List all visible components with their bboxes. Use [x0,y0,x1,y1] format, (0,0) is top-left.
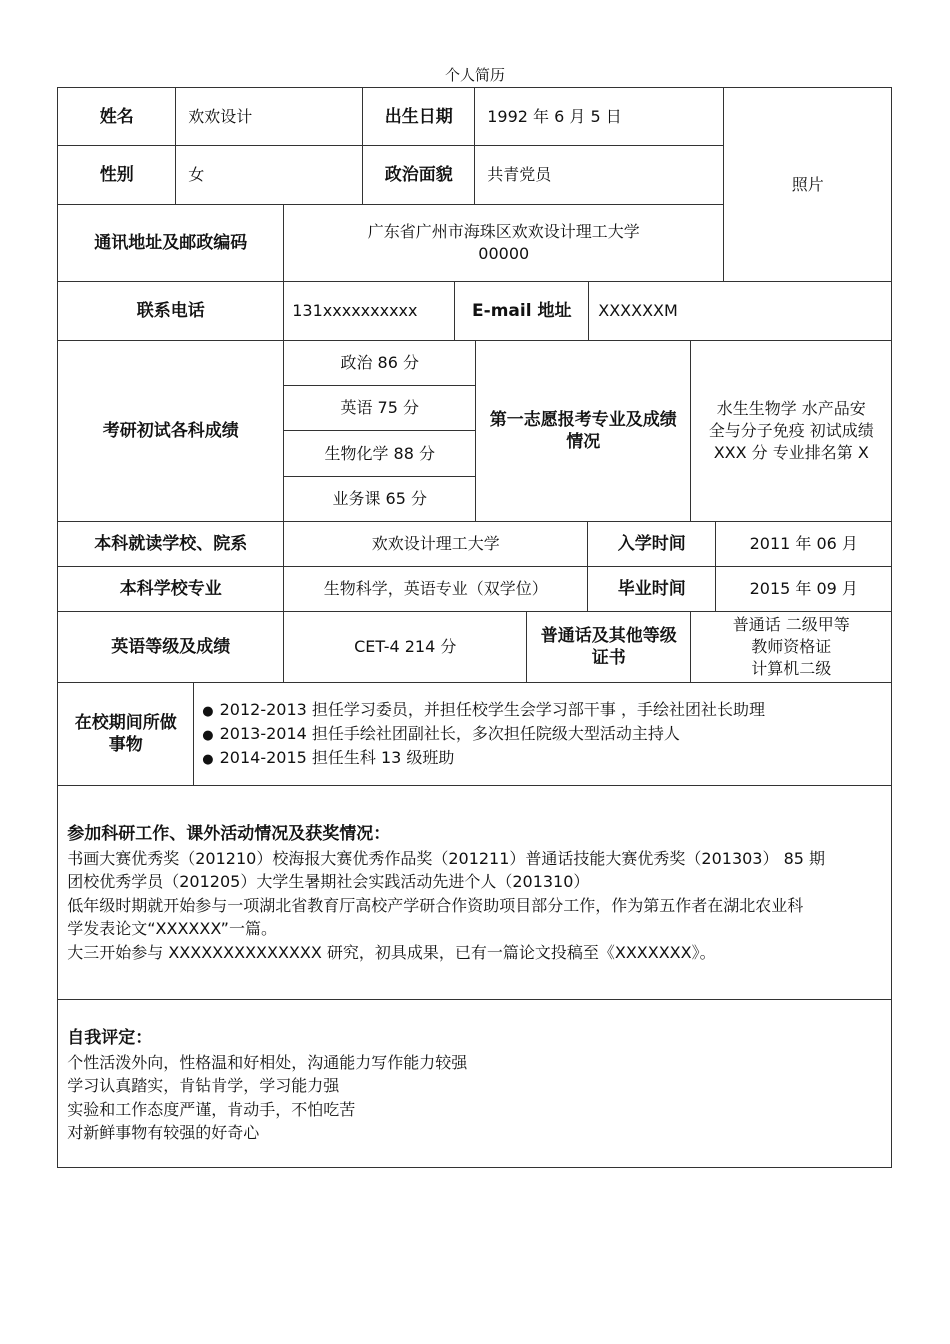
gender-value: 女 [175,145,363,205]
grad-value: 2015 年 09 月 [715,566,892,612]
photo-label: 照片 [791,174,824,194]
birth-value: 1992 年 6 月 5 日 [474,87,724,146]
first-choice-line: 全与分子免疫 初试成绩 [708,421,874,441]
self-eval-line: 学习认真踏实，肯钻肯学，学习能力强 [67,1076,340,1096]
exam-label: 考研初试各科成绩 [57,340,284,522]
self-eval-heading: 自我评定： [67,1028,153,1049]
address-value [283,204,724,282]
first-choice-line: 水生生物学 水产品安 [716,399,866,419]
research-line: 学发表论文“XXXXXX”一篇。 [67,919,277,939]
research-section [57,785,892,1000]
research-line: 团校优秀学员（201205）大学生暑期社会实践活动先进个人（201310） [67,872,590,892]
cert-line: 普通话 二级甲等 [732,615,850,635]
cert-value [690,611,892,683]
name-label: 姓名 [57,87,176,146]
enroll-label: 入学时间 [587,521,716,567]
activities-label-line: 在校期间所做 [74,713,177,734]
self-eval-section [57,999,892,1168]
cert-label: 普通话及其他等级证书 [526,611,691,683]
school-value: 欢欢设计理工大学 [283,521,588,567]
email-value: XXXXXXM [588,281,892,341]
school-label: 本科就读学校、院系 [57,521,284,567]
exam-score-biochem: 生物化学 88 分 [283,430,476,477]
cert-line: 计算机二级 [751,659,832,679]
document-title: 个人简历 [444,66,505,84]
enroll-value: 2011 年 06 月 [715,521,892,567]
email-label: E-mail 地址 [454,281,589,341]
self-eval-line: 实验和工作态度严谨，肯动手，不怕吃苦 [67,1099,356,1119]
activities-list-cell [193,682,892,786]
photo-cell [723,87,892,282]
research-line: 书画大赛优秀奖（201210）校海报大赛优秀作品奖（201211）普通话技能大赛优秀奖（201303） 85 期 [67,848,826,868]
phone-label: 联系电话 [57,281,284,341]
cert-line: 教师资格证 [751,637,832,657]
address-label: 通讯地址及邮政编码 [57,204,284,282]
major-label: 本科学校专业 [57,566,284,612]
first-choice-label: 第一志愿报考专业及成绩情况 [475,340,691,522]
birth-label: 出生日期 [362,87,475,146]
list-item: ● 2012-2013 担任学习委员，并担任校学生会学习部干事 ，手绘社团社长助理 [202,699,765,723]
research-line: 大三开始参与 XXXXXXXXXXXXXX 研究，初具成果，已有一篇论文投稿至《XXXXXXX》。 [67,942,716,962]
exam-score-english: 英语 75 分 [283,385,476,431]
research-heading: 参加科研工作、课外活动情况及获奖情况： [67,824,391,845]
major-value: 生物科学，英语专业（双学位） [283,566,588,612]
political-value: 共青党员 [474,145,724,205]
first-choice-line: XXX 分 专业排名第 X [713,443,869,463]
political-label: 政治面貌 [362,145,475,205]
first-choice-value [690,340,892,522]
activities-label [57,682,194,786]
research-line: 低年级时期就开始参与一项湖北省教育厅高校产学研合作资助项目部分工作，作为第五作者在湖北农业科 [67,895,804,915]
english-label: 英语等级及成绩 [57,611,284,683]
name-value: 欢欢设计 [175,87,363,146]
list-item: ● 2014-2015 担任生科 13 级班助 [202,747,765,771]
postcode: 00000 [478,244,530,264]
self-eval-line: 对新鲜事物有较强的好奇心 [67,1123,260,1143]
english-value: CET-4 214 分 [283,611,527,683]
self-eval-line: 个性活泼外向，性格温和好相处，沟通能力写作能力较强 [67,1052,468,1072]
exam-score-major: 业务课 65 分 [283,476,476,522]
activities-label-line: 事物 [108,735,143,756]
address-line: 广东省广州市海珠区欢欢设计理工大学 [367,222,640,242]
exam-score-politics: 政治 86 分 [283,340,476,386]
grad-label: 毕业时间 [587,566,716,612]
activities-list [202,699,765,771]
gender-label: 性别 [57,145,176,205]
phone-value: 131xxxxxxxxxx [283,281,455,341]
list-item: ● 2013-2014 担任手绘社团副社长，多次担任院级大型活动主持人 [202,723,765,747]
